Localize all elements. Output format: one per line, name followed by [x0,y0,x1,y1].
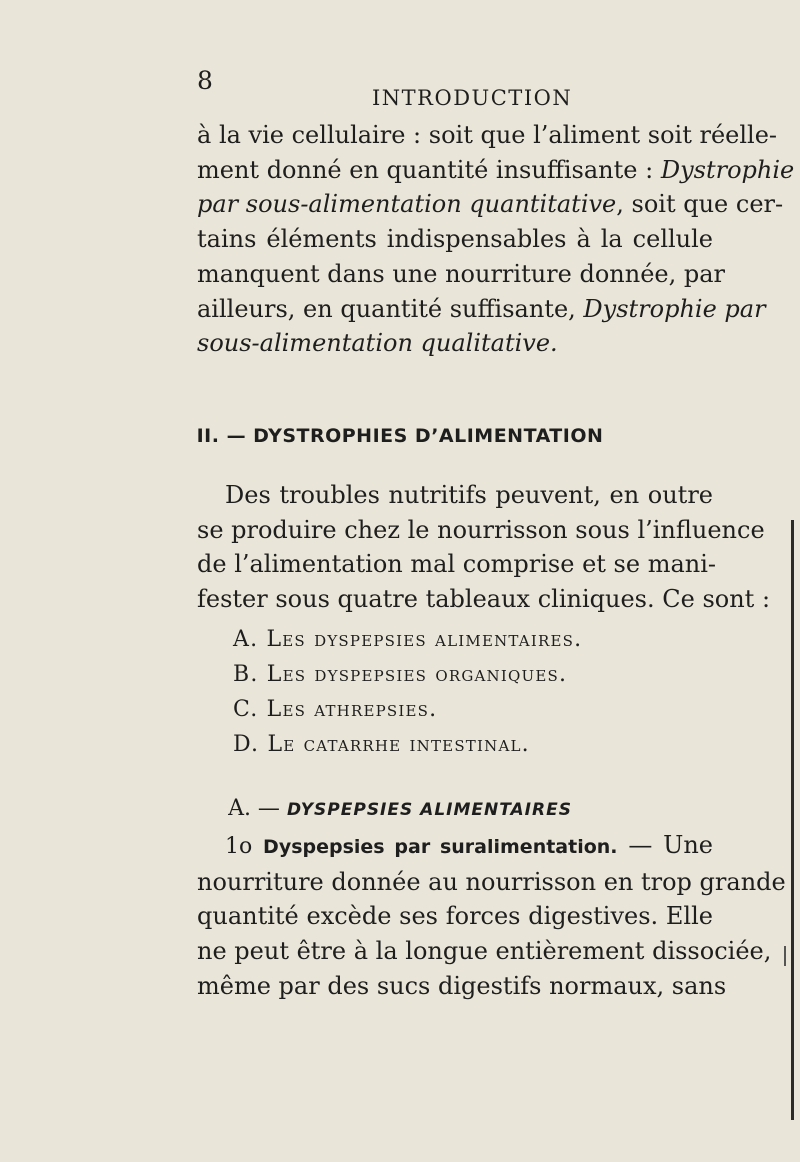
text-line [197,153,795,188]
text-run: — Une [628,831,714,859]
item-number: 1o [225,834,253,859]
text-line [197,828,713,865]
subsection-title: DYSPEPSIES ALIMENTAIRES [286,800,572,820]
paragraph-suralimentation [197,828,786,1004]
list-item: C. Les athrepsies. [233,697,438,722]
italic-term: sous-alimentation qualitative. [197,329,558,358]
text-line: quantité excède ses forces digestives. Elle [197,902,713,931]
list-item: B. Les dyspepsies organiques. [233,662,568,687]
paragraph-nutritional-troubles [197,478,771,617]
text-line: à la vie cellulaire : soit que l’aliment soit réelle- [197,121,778,149]
text-line: manquent dans une nourriture donnée, par [197,259,726,288]
section-heading: II. — DYSTROPHIES D’ALIMENTATION [196,425,604,447]
running-head: INTRODUCTION [372,86,573,110]
text-line: même par des sucs digestifs normaux, sans [197,971,727,1000]
text-line: tains éléments indispensables à la cellule [197,225,713,254]
page-edge-mark [784,946,786,966]
list-item: A. Les dyspepsies alimentaires. [233,627,583,652]
text-line: Des troubles nutritifs peuvent, en outre [225,481,713,509]
italic-term: Dystrophie par [583,294,766,323]
paragraph-dystrophy-definition [197,118,795,361]
text-run: ment donné en quantité insuffisante : [197,155,654,184]
text-line: se produire chez le nourrisson sous l’influence [197,515,765,544]
text-line: fester sous quatre tableaux cliniques. Ce sont : [197,585,771,614]
italic-term: Dystrophie [660,155,795,184]
lead-term: Dyspepsies par suralimentation. [263,836,618,858]
list-item: D. Le catarrhe intestinal. [233,732,530,757]
text-line: nourriture donnée au nourrisson en trop grande [197,867,786,896]
text-line [197,187,784,222]
page-number: 8 [197,66,213,95]
subsection-heading [0,796,800,821]
subsection-prefix: A. — [228,796,280,821]
text-run: ailleurs, en quantité suffisante, [197,294,576,323]
text-run: , soit que cer- [616,190,784,219]
italic-term: par sous-alimentation quantitative [197,190,617,219]
text-line [197,326,713,361]
page-edge-shadow [791,520,794,1120]
clinical-tableaux-list [233,622,582,762]
text-line [197,292,766,327]
text-line: de l’alimentation mal comprise et se mani- [197,550,716,579]
text-line: ne peut être à la longue entièrement dissociée, [197,937,772,966]
